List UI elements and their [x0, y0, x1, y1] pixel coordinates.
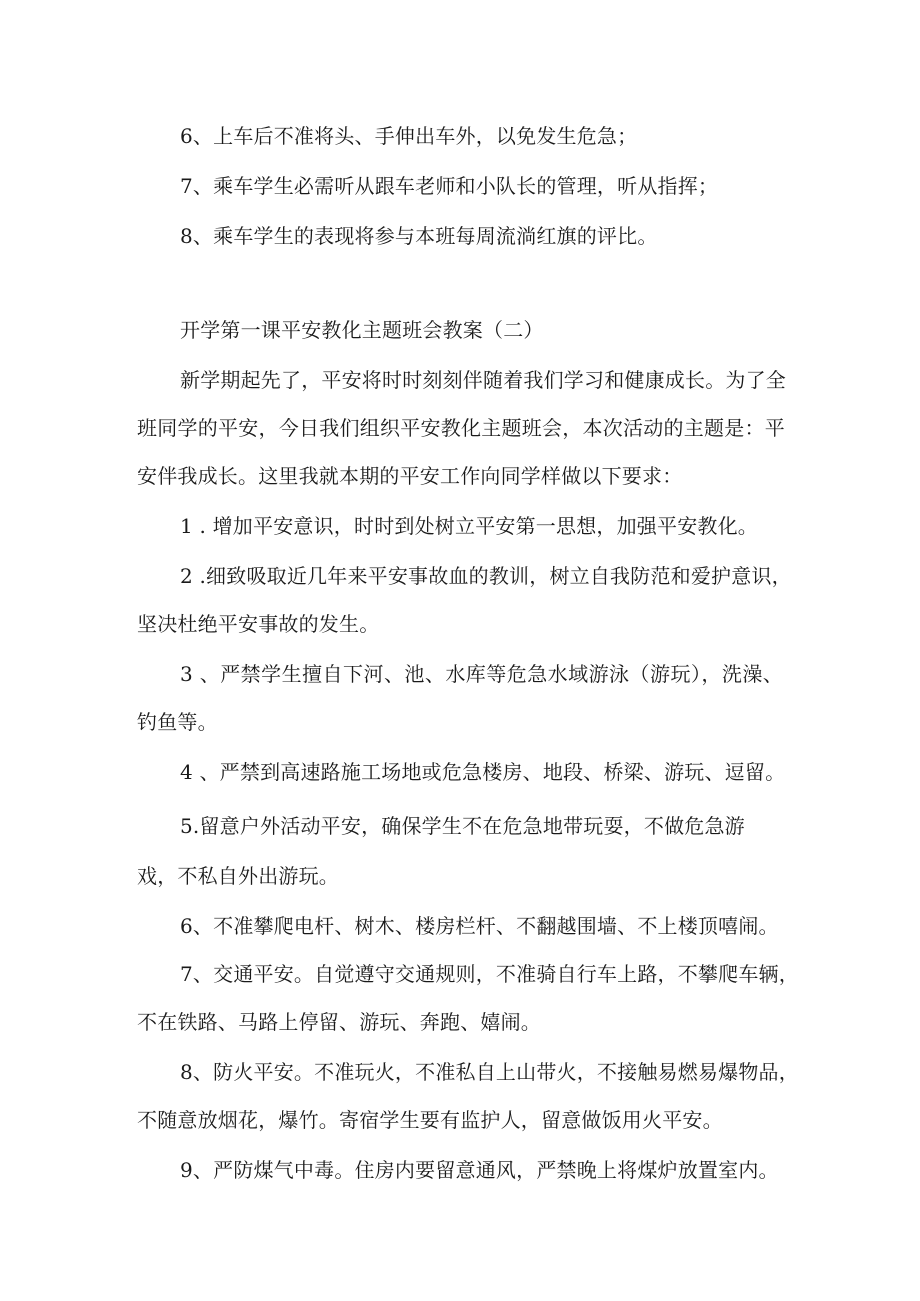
requirement-item-4: 4 、严禁到高速路施工场地或危急楼房、地段、桥梁、游玩、逗留。 [180, 760, 786, 784]
requirement-item-2: 2 .细致吸取近几年来平安事故血的教训，树立自我防范和爱护意识， [180, 564, 792, 588]
rule-line: 7、乘车学生必需听从跟车老师和小队长的管理，听从指挥； [180, 174, 719, 198]
requirement-item-1: 1 . 增加平安意识，时时到处树立平安第一思想，加强平安教化。 [180, 514, 758, 538]
rule-line: 8、乘车学生的表现将参与本班每周流淌红旗的评比。 [180, 224, 658, 248]
requirement-item-5: 5.留意户外活动平安，确保学生不在危急地带玩耍，不做危急游 [180, 814, 745, 838]
requirement-item-7: 7、交通平安。自觉遵守交通规则，不准骑自行车上路，不攀爬车辆， [180, 962, 799, 986]
requirement-item-8: 8、防火平安。不准玩火，不准私自上山带火，不接触易燃易爆物品， [180, 1060, 799, 1084]
intro-line: 安伴我成长。这里我就本期的平安工作向同学样做以下要求： [137, 464, 683, 488]
requirement-item-7-cont: 不在铁路、马路上停留、游玩、奔跑、嬉闹。 [137, 1010, 541, 1034]
requirement-item-3: 3 、严禁学生擅自下河、池、水库等危急水域游泳（游玩），洗澡、 [180, 662, 783, 686]
requirement-item-6: 6、不准攀爬电杆、树木、楼房栏杆、不翻越围墙、不上楼顶嘻闹。 [180, 914, 779, 938]
rule-line: 6、上车后不准将头、手伸出车外，以免发生危急； [180, 124, 638, 148]
requirement-item-5-cont: 戏，不私自外出游玩。 [137, 864, 339, 888]
intro-line: 班同学的平安，今日我们组织平安教化主题班会，本次活动的主题是：平 [137, 416, 785, 440]
requirement-item-2-cont: 坚决杜绝平安事故的发生。 [137, 612, 380, 636]
requirement-item-8-cont: 不随意放烟花，爆竹。寄宿学生要有监护人，留意做饭用火平安。 [137, 1108, 723, 1132]
requirement-item-3-cont: 钓鱼等。 [137, 710, 218, 734]
section-title: 开学第一课平安教化主题班会教案（二） [180, 318, 544, 342]
intro-line: 新学期起先了，平安将时时刻刻伴随着我们学习和健康成长。为了全 [180, 368, 786, 392]
requirement-item-9: 9、严防煤气中毒。住房内要留意通风，严禁晚上将煤炉放置室内。 [180, 1158, 779, 1182]
